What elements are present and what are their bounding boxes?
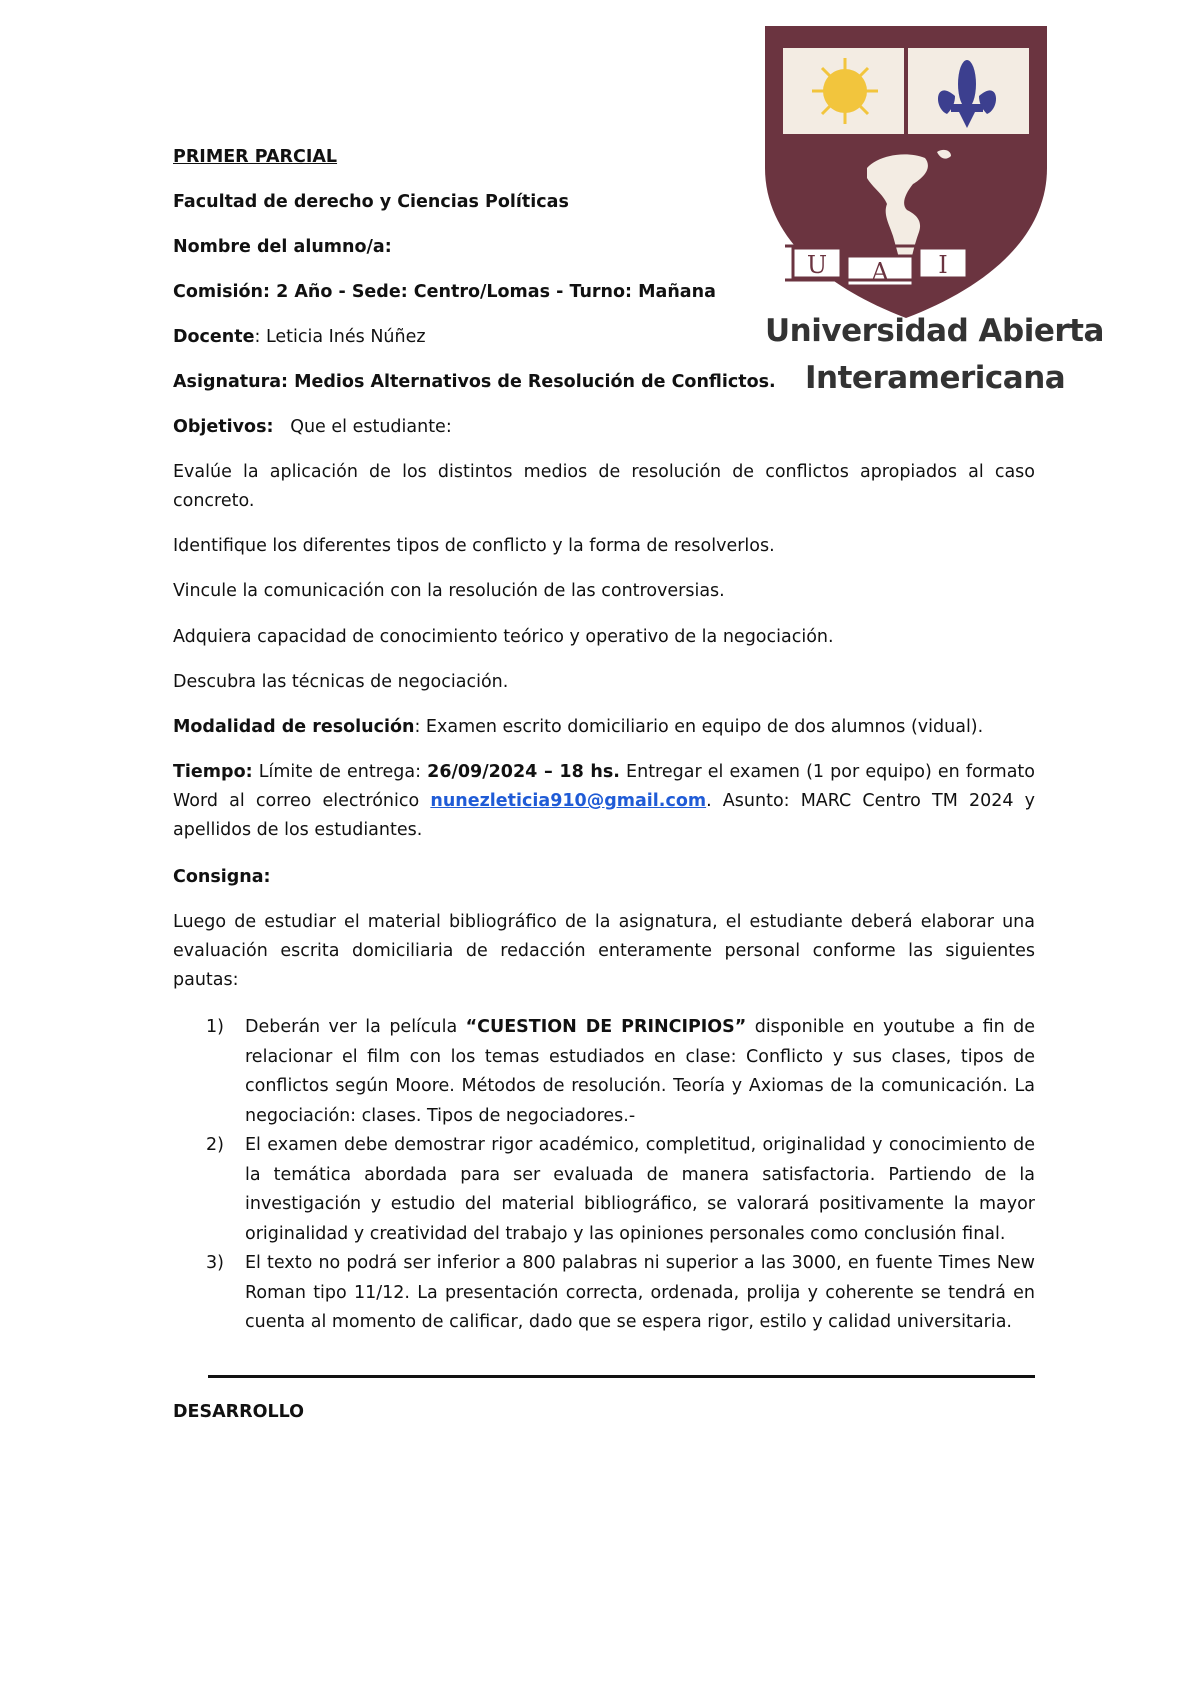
logo-name-line2: Interamericana [805,360,1066,396]
subject-line: Asignatura: Medios Alternativos de Resolución de Conflictos. [173,372,776,392]
time-text3: . Asunto: MARC Centro TM 2024 y apellidos de los estudiantes. [173,791,1036,840]
instructions-label: Consigna: [173,867,271,887]
logo-letter-i: I [938,251,948,279]
teacher-line [173,323,1035,352]
list-item-number: 1) [206,1017,224,1037]
list-item-text: El examen debe demostrar rigor académico, completitud, originalidad y conocimiento de la temática abordada para ser evaluada de manera satisfactoria. Partiendo de la investigación y estudio del material bibliográfico, se valorará positivamente la mayor originalidad y creatividad del trabajo y las opiniones personales como conclusión final. [245,1135,1035,1244]
list-item [206,1013,1035,1131]
development-heading: DESARROLLO [173,1402,305,1422]
faculty-name: Facultad de derecho y Ciencias Políticas [173,192,569,212]
list-item-text: El texto no podrá ser inferior a 800 palabras ni superior a las 3000, en fuente Times New Roman tipo 11/12. La presentación correcta, ordenada, prolija y coherente se tendrá en cuenta al momento de calificar, dado que se espera rigor, estilo y calidad universitaria. [245,1253,1035,1332]
time-text1: Límite de entrega: [252,762,428,782]
list-item-number: 3) [206,1253,224,1273]
list-item [206,1131,1035,1249]
time-paragraph [173,758,1035,845]
objectives-intro: Que el estudiante: [290,417,452,437]
logo-name-line1: Universidad Abierta [765,313,1104,349]
instructions-list [206,1013,1035,1338]
student-name-label: Nombre del alumno/a: [173,237,392,257]
time-label: Tiempo: [173,762,253,782]
modality-label: Modalidad de resolución [173,717,415,737]
objective-item: Descubra las técnicas de negociación. [173,672,509,692]
modality-line [173,713,1035,742]
objective-item: Adquiera capacidad de conocimiento teórico y operativo de la negociación. [173,627,834,647]
list-item [206,1249,1035,1338]
objectives-label: Objetivos: [173,417,274,437]
list-item-text: Deberán ver la película “CUESTION DE PRINCIPIOS” disponible en youtube a fin de relacionar el film con los temas estudiados en clase: Conflicto y sus clases, tipos de conflictos según Moore. Métodos de resolución. Teoría y Axiomas de la comunicación. La negociación: clases. Tipos de negociadores.- [245,1017,1036,1126]
exam-title: PRIMER PARCIAL [173,147,338,167]
objectives-line [173,413,1035,442]
logo-letter-a: A [871,258,889,286]
email-link[interactable]: nunezleticia910@gmail.com [430,791,707,811]
logo-letter-u: U [806,251,828,279]
teacher-label: Docente [173,327,255,347]
time-text2: Entregar el examen (1 por equipo) en formato Word al correo electrónico [173,762,1035,811]
deadline: 26/09/2024 – 18 hs. [427,762,620,782]
list-item-number: 2) [206,1135,224,1155]
objective-item: Vincule la comunicación con la resolución de las controversias. [173,581,725,601]
horizontal-rule [208,1375,1035,1378]
commission-line: Comisión: 2 Año - Sede: Centro/Lomas - Turno: Mañana [173,282,716,302]
objective-item: Evalúe la aplicación de los distintos medios de resolución de conflictos apropiados al caso concreto. [173,462,1035,511]
objective-item: Identifique los diferentes tipos de conflicto y la forma de resolverlos. [173,536,775,556]
modality-text: : Examen escrito domiciliario en equipo de dos alumnos (vidual). [414,717,984,737]
teacher-value: : Leticia Inés Núñez [254,327,426,347]
instructions-intro: Luego de estudiar el material bibliográfico de la asignatura, el estudiante deberá elaborar una evaluación escrita domiciliaria de redacción enteramente personal conforme las siguientes pautas: [173,912,1035,990]
